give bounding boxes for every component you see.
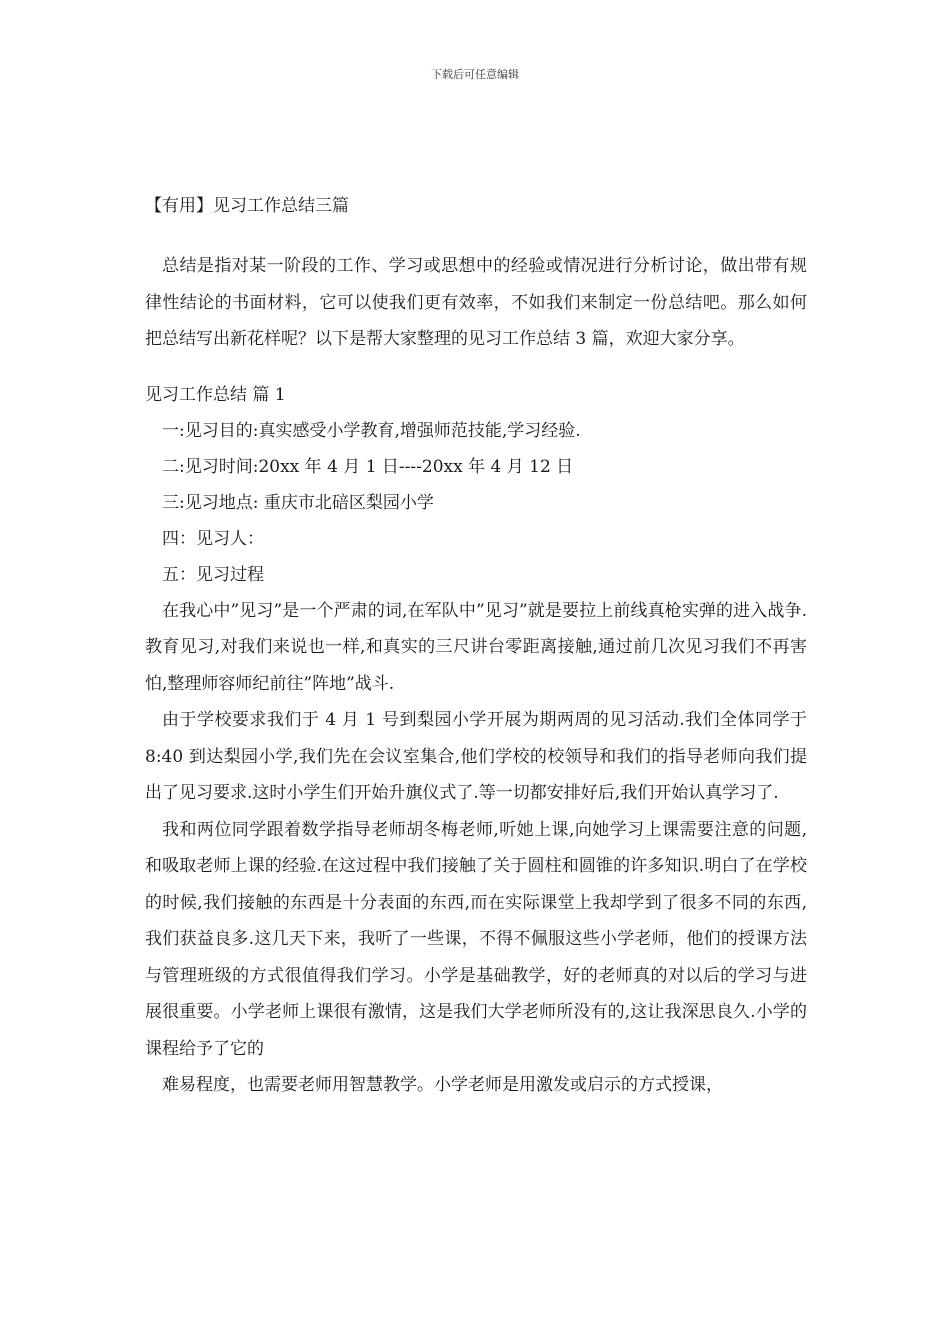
body-paragraph: 在我心中”见习”是一个严肃的词,在军队中”见习”就是要拉上前线真枪实弹的进入战争.教育见习,对我们来说也一样,和真实的三尺讲台零距离接触,通过前几次见习我们不再害怕,整理师容师纪前往”阵地”战斗. bbox=[145, 600, 807, 694]
section-heading: 见习工作总结 篇 1 bbox=[145, 384, 286, 405]
paragraph-spacer bbox=[145, 358, 807, 377]
list-item: 二:见习时间:20xx 年 4 月 1 日----20xx 年 4 月 12 日 bbox=[162, 456, 574, 477]
intro-paragraph: 总结是指对某一阶段的工作、学习或思想中的经验或情况进行分析讨论，做出带有规律性结论的书面材料，它可以使我们更有效率，不如我们来制定一份总结吧。那么如何把总结写出新花样呢？以下是帮大家整理的见习工作总结 3 篇，欢迎大家分享。 bbox=[145, 256, 807, 349]
list-item: 一:见习目的:真实感受小学教育,增强师范技能,学习经验. bbox=[162, 420, 581, 441]
page-header-note: 下载后可任意编辑 bbox=[431, 68, 519, 81]
list-item: 五：见习过程 bbox=[162, 564, 264, 585]
list-item: 三:见习地点: 重庆市北碚区梨园小学 bbox=[162, 492, 434, 513]
document-body bbox=[145, 188, 807, 1104]
body-paragraph: 我和两位同学跟着数学指导老师胡冬梅老师,听她上课,向她学习上课需要注意的问题,和吸取老师上课的经验.在这过程中我们接触了关于圆柱和圆锥的许多知识.明白了在学校的时候,我们接触的东西是十分表面的东西,而在实际课堂上我却学到了很多不同的东西,我们获益良多.这几天下来，我听了一些课，不得不佩服这些小学老师，他们的授课方法与管理班级的方式很值得我们学习。小学是基础教学，好的老师真的对以后的学习与进展很重要。小学老师上课很有激情，这是我们大学老师所没有的,这让我深思良久.小学的课程给予了它的 bbox=[145, 819, 807, 1059]
body-paragraph: 难易程度，也需要老师用智慧教学。小学老师是用激发或启示的方式授课， bbox=[162, 1075, 723, 1095]
document-title: 【有用】见习工作总结三篇 bbox=[145, 196, 349, 216]
list-item: 四：见习人： bbox=[162, 528, 264, 549]
body-paragraph: 由于学校要求我们于 4 月 1 号到梨园小学开展为期两周的见习活动.我们全体同学于 8:40 到达梨园小学,我们先在会议室集合,他们学校的校领导和我们的指导老师向我们提出了见习要求.这时小学生们开始升旗仪式了.等一切都安排好后,我们开始认真学习了. bbox=[145, 710, 807, 803]
